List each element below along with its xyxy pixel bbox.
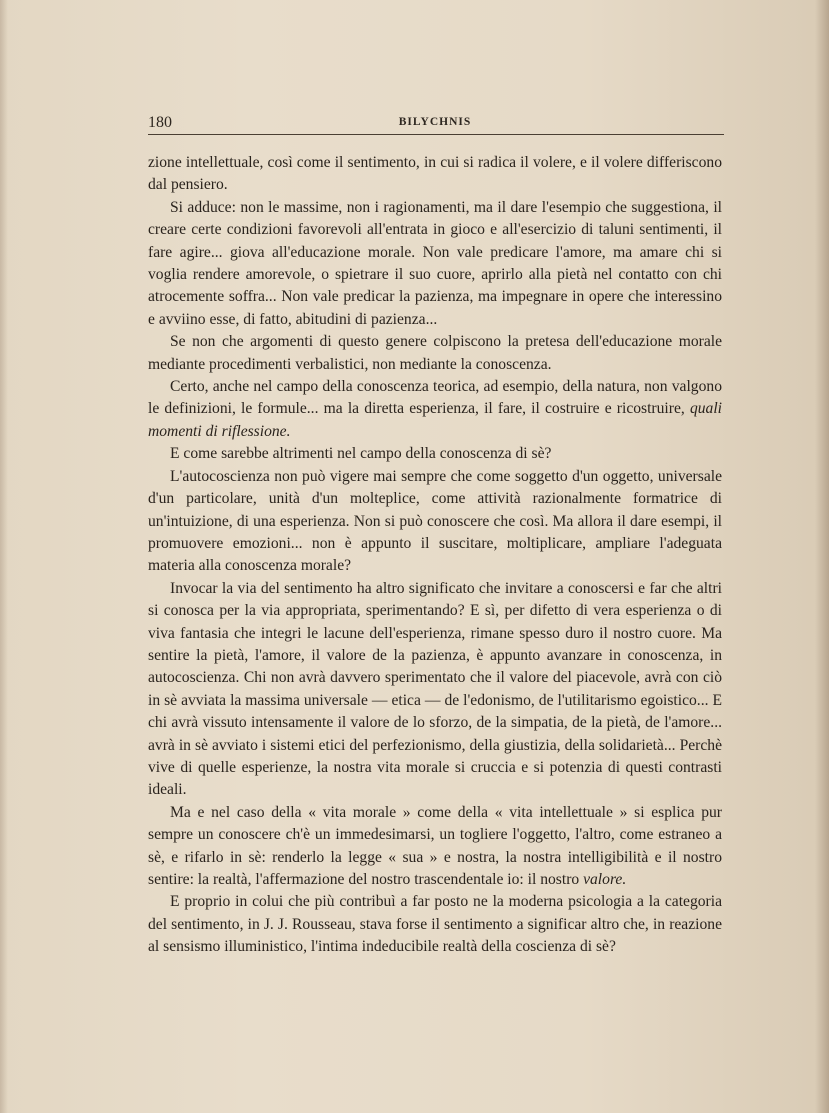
running-title: BILYCHNIS bbox=[398, 116, 472, 128]
paragraph: Ma e nel caso della « vita morale » come della « vita intellettuale » si esplica pur sempre un conoscere ch'è un immedesimarsi, un togliere l'oggetto, l'altro, come estraneo a sè, e rifarlo in sè: renderlo la legge « sua » e nostra, la nostra intelligibilità e il nostro sentire: la realtà, l'affermazione del nostro trascendentale io: il nostro valore. bbox=[148, 803, 722, 888]
paragraph: E come sarebbe altrimenti nel campo della conoscenza di sè? bbox=[170, 445, 552, 463]
italic-phrase: quali momenti di riflessione. bbox=[148, 400, 722, 440]
page-number: 180 bbox=[148, 114, 172, 131]
paragraph: Invocar la via del sentimento ha altro significato che invitare a conoscersi e far che altri si conosca per la via appropriata, sperimentando? E sì, per difetto di vera esperienza o di viva fantasia che integri le lacune dell'esperienza, rimane spesso duro il nostro cuore. Ma sentire la pietà, l'amore, il valore de la pazienza, è appunto avanzare in conoscenza, in autocoscienza. Chi non avrà davvero sperimentato che il valore del piacevole, avrà con ciò in sè avviata la massima universale — etica — de l'edonismo, de l'utilitarismo egoistico... E chi avrà vissuto intensamente il valore de lo sforzo, de la simpatia, de la pietà, de l'amore... avrà in sè avviato i sistemi etici del perfezionismo, della giustizia, della solidarietà... Perchè vive di quelle esperienze, la nostra vita morale si cruccia e si potenzia di questi contrasti ideali. bbox=[148, 579, 722, 799]
header-rule bbox=[148, 134, 724, 135]
paragraph: Certo, anche nel campo della conoscenza teorica, ad esempio, della natura, non valgono le definizioni, le formule... ma la diretta esperienza, il fare, il costruire e ricostruire, quali momenti di riflessione. bbox=[148, 378, 722, 440]
paragraph: E proprio in colui che più contribuì a far posto ne la moderna psicologia a la categoria del sentimento, in J. J. Rousseau, stava forse il sentimento a significar altro che, in reazione al sensismo illuministico, l'intima indeducibile realtà della coscienza di sè? bbox=[148, 893, 722, 956]
paragraph: zione intellettuale, così come il sentimento, in cui si radica il volere, e il volere differiscono dal pensiero. bbox=[148, 154, 722, 194]
page-header bbox=[148, 112, 722, 134]
paragraph: Se non che argomenti di questo genere colpiscono la pretesa dell'educazione morale mediante procedimenti verbalistici, non mediante la conoscenza. bbox=[148, 333, 722, 373]
paragraph: L'autocoscienza non può vigere mai sempre che come soggetto d'un oggetto, universale d'un particolare, unità d'un molteplice, come attività razionalmente formatrice di un'intuizione, di una esperienza. Non si può conoscere che così. Ma allora il dare esempi, il promuovere emozioni... non è appunto il suscitare, moltiplicare, ampliare l'adeguata materia alla conoscenza morale? bbox=[148, 467, 722, 575]
paragraph: Si adduce: non le massime, non i ragionamenti, ma il dare l'esempio che suggestiona, il creare certe condizioni favorevoli all'entrata in gioco e all'esercizio di taluni sentimenti, il fare agire... giova all'educazione morale. Non vale predicare l'amore, ma amare chi si voglia rendere amorevole, o spietrare il suo cuore, aprirlo alla pietà nel contatto con chi atrocemente soffra... Non vale predicar la pazienza, ma impegnare in opere che interessino e avviino esse, di fatto, abitudini di pazienza... bbox=[148, 198, 722, 328]
page-shadow-right bbox=[815, 0, 829, 1113]
page-shadow-left bbox=[0, 0, 8, 1113]
body-text bbox=[148, 152, 722, 959]
italic-phrase: valore. bbox=[583, 871, 627, 888]
